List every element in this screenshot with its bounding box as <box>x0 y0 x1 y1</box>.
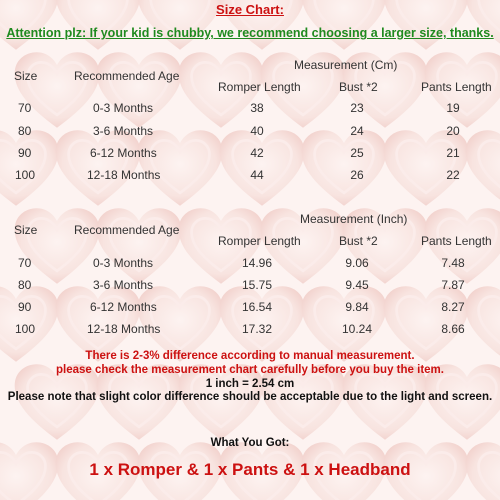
cell-bust: 25 <box>350 146 364 160</box>
measurement-label: Measurement (Cm) <box>294 58 398 72</box>
cell-bust: 9.45 <box>345 278 369 292</box>
what-you-got-heading: What You Got: <box>210 437 290 449</box>
cell-size: 70 <box>18 256 32 270</box>
cell-age: 0-3 Months <box>93 101 154 115</box>
cell-romper: 14.96 <box>241 256 273 270</box>
cell-bust: 26 <box>350 168 364 182</box>
cell-pants: 8.27 <box>441 300 465 314</box>
header-pants-length: Pants Length <box>421 80 492 94</box>
cell-romper: 42 <box>250 146 264 160</box>
cell-pants: 22 <box>446 168 460 182</box>
package-contents: 1 x Romper & 1 x Pants & 1 x Headband <box>89 460 411 479</box>
page-title: Size Chart: <box>216 2 284 17</box>
cell-bust: 10.24 <box>341 322 373 336</box>
cell-age: 3-6 Months <box>93 124 154 138</box>
cell-age: 12-18 Months <box>87 168 161 182</box>
cell-romper: 15.75 <box>241 278 273 292</box>
measurement-label: Measurement (Inch) <box>300 212 408 226</box>
cell-bust: 24 <box>350 124 364 138</box>
cell-pants: 20 <box>446 124 460 138</box>
cell-age: 12-18 Months <box>87 322 161 336</box>
cell-size: 80 <box>18 278 32 292</box>
conversion-note: 1 inch = 2.54 cm <box>205 378 295 390</box>
color-difference-note: Please note that slight color difference should be acceptable due to the light and screen. <box>7 391 493 403</box>
cell-age: 3-6 Months <box>93 278 154 292</box>
check-chart-note: please check the measurement chart carefully before you buy the item. <box>56 364 444 376</box>
cell-size: 90 <box>18 146 32 160</box>
cell-pants: 8.66 <box>441 322 465 336</box>
cell-romper: 44 <box>250 168 264 182</box>
cell-pants: 19 <box>446 101 460 115</box>
cell-size: 100 <box>15 322 36 336</box>
header-age: Recommended Age <box>74 223 180 237</box>
header-size: Size <box>14 223 38 237</box>
cell-bust: 9.06 <box>345 256 369 270</box>
measurement-difference-note: There is 2-3% difference according to manual measurement. <box>85 350 415 362</box>
cell-age: 6-12 Months <box>90 300 157 314</box>
cell-romper: 38 <box>250 101 264 115</box>
cell-pants: 7.87 <box>441 278 465 292</box>
header-pants-length: Pants Length <box>421 234 492 248</box>
cell-romper: 40 <box>250 124 264 138</box>
cell-pants: 7.48 <box>441 256 465 270</box>
cell-romper: 17.32 <box>241 322 273 336</box>
header-romper-length: Romper Length <box>218 234 301 248</box>
attention-note: Attention plz: If your kid is chubby, we recommend choosing a larger size, thanks. <box>6 26 494 40</box>
cell-age: 0-3 Months <box>93 256 154 270</box>
cell-pants: 21 <box>446 146 460 160</box>
cell-age: 6-12 Months <box>90 146 157 160</box>
cell-size: 90 <box>18 300 32 314</box>
cell-bust: 23 <box>350 101 364 115</box>
header-bust: Bust *2 <box>339 234 378 248</box>
header-age: Recommended Age <box>74 69 180 83</box>
cell-size: 100 <box>15 168 36 182</box>
header-size: Size <box>14 69 38 83</box>
cell-bust: 9.84 <box>345 300 369 314</box>
cell-romper: 16.54 <box>241 300 273 314</box>
header-bust: Bust *2 <box>339 80 378 94</box>
cell-size: 80 <box>18 124 32 138</box>
cell-size: 70 <box>18 101 32 115</box>
header-romper-length: Romper Length <box>218 80 301 94</box>
